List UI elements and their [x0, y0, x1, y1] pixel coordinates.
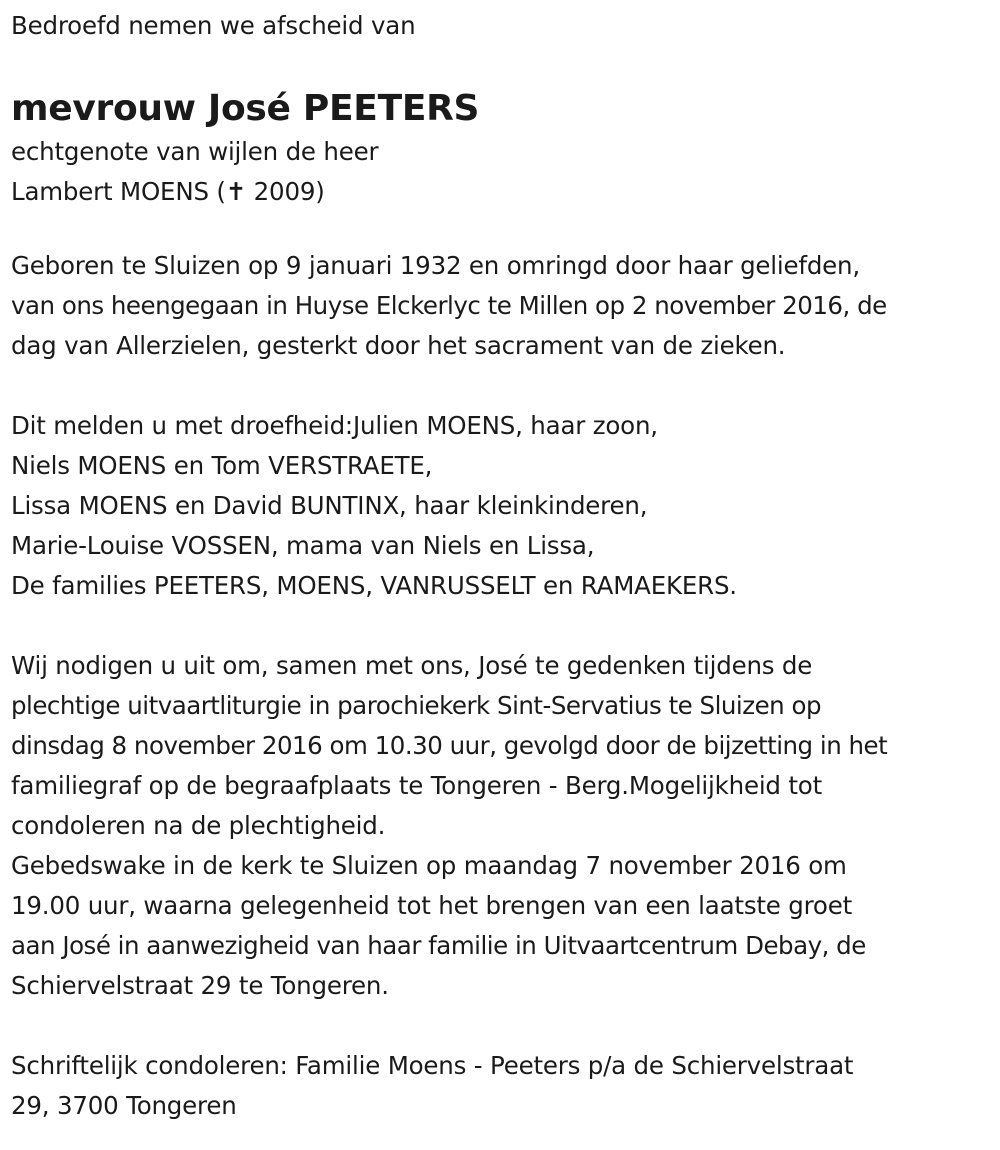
paragraph-line: plechtige uitvaartliturgie in parochiekerk Sint-Servatius te Sluizen op: [11, 691, 822, 720]
paragraph-line: 19.00 uur, waarna gelegenheid tot het brengen van een laatste groet: [11, 891, 853, 920]
paragraph-line: Dit melden u met droefheid:Julien MOENS, haar zoon,: [11, 411, 658, 440]
relation-line: Lambert MOENS (✝ 2009): [11, 177, 325, 206]
paragraph-line: Schiervelstraat 29 te Tongeren.: [11, 971, 389, 1000]
paragraph-line: Wij nodigen u uit om, samen met ons, José te gedenken tijdens de: [11, 651, 813, 680]
intro-text: Bedroefd nemen we afscheid van: [11, 11, 416, 40]
paragraph-line: 29, 3700 Tongeren: [11, 1091, 237, 1120]
birth-death-paragraph: [11, 246, 993, 366]
relation-line: echtgenote van wijlen de heer: [11, 137, 379, 166]
family-paragraph: [11, 406, 993, 606]
paragraph-line: dinsdag 8 november 2016 om 10.30 uur, gevolgd door de bijzetting in het: [11, 731, 888, 760]
paragraph-line: Lissa MOENS en David BUNTINX, haar kleinkinderen,: [11, 491, 648, 520]
paragraph-line: condoleren na de plechtigheid.: [11, 811, 386, 840]
paragraph-line: Geboren te Sluizen op 9 januari 1932 en omringd door haar geliefden,: [11, 251, 860, 280]
paragraph-line: Marie-Louise VOSSEN, mama van Niels en Lissa,: [11, 531, 595, 560]
paragraph-line: familiegraf op de begraafplaats te Tongeren - Berg.Mogelijkheid tot: [11, 771, 822, 800]
paragraph-line: aan José in aanwezigheid van haar familie in Uitvaartcentrum Debay, de: [11, 931, 866, 960]
condolence-paragraph: [11, 1046, 993, 1126]
paragraph-line: De families PEETERS, MOENS, VANRUSSELT en RAMAEKERS.: [11, 571, 737, 600]
paragraph-line: Niels MOENS en Tom VERSTRAETE,: [11, 451, 433, 480]
deceased-name: mevrouw José PEETERS: [11, 88, 480, 129]
paragraph-line: Gebedswake in de kerk te Sluizen op maandag 7 november 2016 om: [11, 851, 847, 880]
ceremony-paragraph: [11, 646, 993, 1006]
paragraph-line: van ons heengegaan in Huyse Elckerlyc te Millen op 2 november 2016, de: [11, 291, 887, 320]
obituary-notice: [11, 6, 993, 1126]
paragraph-line: dag van Allerzielen, gesterkt door het sacrament van de zieken.: [11, 331, 786, 360]
paragraph-line: Schriftelijk condoleren: Familie Moens - Peeters p/a de Schiervelstraat: [11, 1051, 854, 1080]
